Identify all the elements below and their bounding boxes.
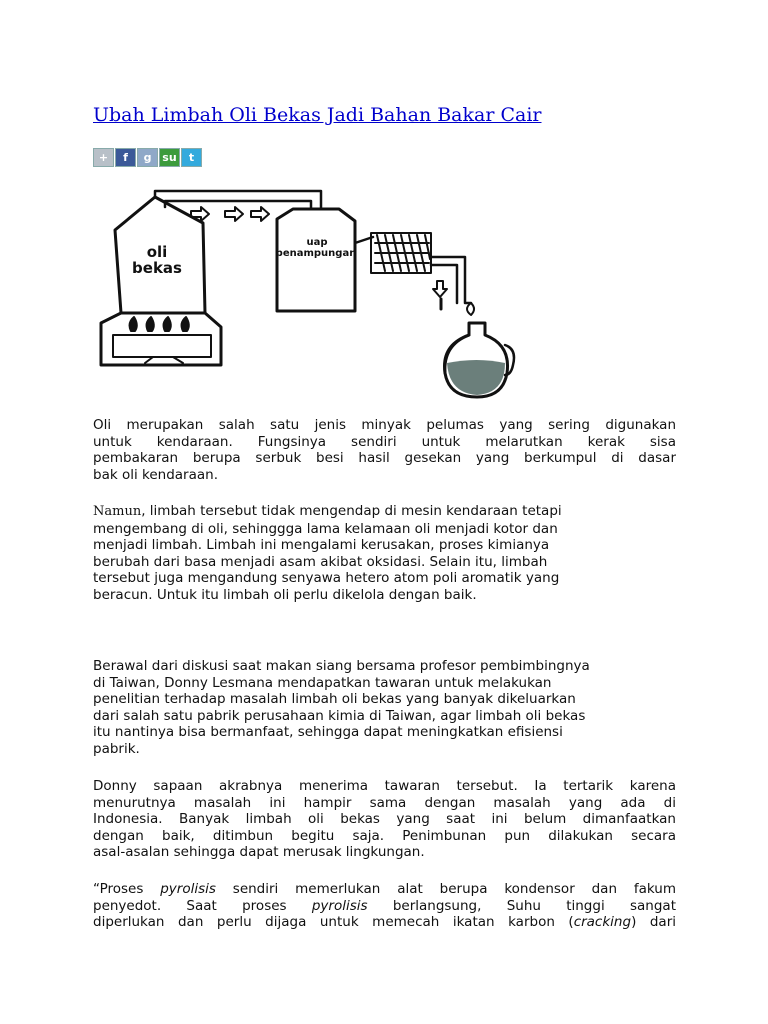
text-run: berlangsung, Suhu tinggi sangat [367, 897, 676, 914]
paragraph-2 [93, 503, 676, 603]
text-run: “Proses [93, 881, 161, 897]
condenser [371, 233, 431, 273]
text-line: pabrik. [93, 740, 140, 757]
paragraph-5 [93, 881, 676, 931]
text-line: Donny sapaan akrabnya menerima tawaran tersebut. Ia tertarik karena [93, 778, 676, 794]
text-line: tersebut juga mengandung senyawa hetero atom poli aromatik yang [93, 570, 560, 586]
label-penampungan: penampungan [275, 248, 357, 259]
text-line: di Taiwan, Donny Lesmana mendapatkan tawaran untuk melakukan [93, 674, 552, 691]
paragraph-1 [93, 417, 676, 483]
text-run: sendiri memerlukan alat berupa kondensor dan fakum [215, 881, 676, 897]
text-line: berubah dari basa menjadi asam akibat oksidasi. Selain itu, limbah [93, 553, 548, 570]
text-line: , limbah tersebut tidak mengendap di mesin kendaraan tetapi [141, 503, 562, 519]
text-run: diperlukan dan perlu dijaga untuk memecah ikatan karbon ( [93, 914, 574, 930]
label-oli: oli [146, 243, 168, 261]
text-line: beracun. Untuk itu limbah oli perlu dikelola dengan baik. [93, 586, 477, 603]
text-line: Oli merupakan salah satu jenis minyak pelumas yang sering digunakan [93, 417, 676, 433]
text-line: Berawal dari diskusi saat makan siang bersama profesor pembimbingnya [93, 658, 590, 674]
text-line: mengembang di oli, sehinggga lama kelamaan oli menjadi kotor dan [93, 520, 558, 537]
text-run: ) dari [631, 914, 676, 930]
text-run: pyrolisis [160, 881, 216, 897]
flow-arrows [191, 207, 269, 221]
text-run: pyrolisis [311, 897, 368, 914]
paragraph-3 [93, 658, 676, 757]
collector-tank [277, 209, 355, 311]
share-bar [93, 148, 202, 167]
text-line: pembakaran berupa serbuk besi hasil gesekan yang berkumpul di dasar [93, 450, 676, 466]
text-run: penyedot. Saat proses [93, 897, 312, 914]
label-bekas: bekas [132, 259, 182, 277]
text-line: menjadi limbah. Limbah ini mengalami kerusakan, proses kimianya [93, 537, 550, 553]
text-line: dengan baik, ditimbun begitu saja. Penimbunan pun dilakukan secara [93, 827, 676, 844]
text-line: Indonesia. Banyak limbah oli bekas yang saat ini belum dimanfaatkan [93, 811, 676, 827]
first-word: Namun [93, 504, 142, 519]
text-line: bak oli kendaraan. [93, 466, 218, 483]
twitter-icon[interactable]: t [181, 148, 202, 167]
google-icon[interactable]: g [137, 148, 158, 167]
facebook-icon[interactable]: f [115, 148, 136, 167]
text-line: dari salah satu pabrik perusahaan kimia di Taiwan, agar limbah oli bekas [93, 707, 586, 724]
text-line: menurutnya masalah ini hampir sama dengan masalah yang ada di [93, 794, 676, 811]
paragraph-4 [93, 778, 676, 861]
text-line: penelitian terhadap masalah limbah oli bekas yang banyak dikeluarkan [93, 691, 576, 707]
stumbleupon-icon[interactable]: su [159, 148, 180, 167]
text-run: cracking [573, 914, 632, 930]
vapor-pipe [155, 191, 321, 209]
text-line: untuk kendaraan. Fungsinya sendiri untuk melarutkan kerak sisa [93, 433, 676, 450]
label-uap: uap [306, 237, 328, 248]
text-line: itu nantinya bisa bermanfaat, sehingga dapat meningkatkan efisiensi [93, 724, 563, 740]
burner-flames [130, 317, 189, 331]
text-line: asal-asalan sehingga dapat merusak lingkungan. [93, 844, 425, 860]
share-plus-icon[interactable]: + [93, 148, 114, 167]
pyrolysis-diagram [93, 185, 523, 410]
article-title-link[interactable]: Ubah Limbah Oli Bekas Jadi Bahan Bakar Cair [93, 104, 542, 126]
